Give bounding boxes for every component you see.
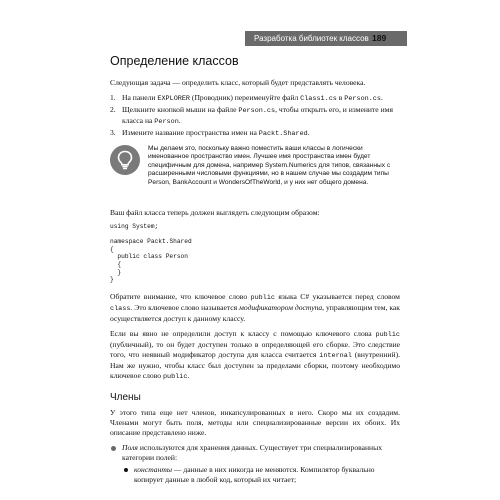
text-run: . Это ключевое слово называется bbox=[130, 302, 240, 312]
code-line: using System; bbox=[110, 223, 159, 230]
fields-description: используются для хранения данных. Существует три специализированных категории полей: bbox=[122, 442, 382, 462]
lightbulb-icon bbox=[110, 145, 140, 175]
section-title: Определение классов bbox=[110, 54, 239, 68]
tip-note bbox=[110, 145, 400, 199]
step-text: На панели bbox=[122, 93, 158, 102]
term-constants: константы bbox=[134, 464, 172, 474]
step-number: 1. bbox=[110, 93, 116, 102]
text-run: языка C# указывается перед словом bbox=[275, 291, 400, 301]
running-header-title: Разработка библиотек классов bbox=[254, 34, 369, 43]
members-intro: У этого типа еще нет членов, инкапсулированных в него. Скоро мы их создадим. Членами могут быть поля, методы или специализированные версии их обоих. Их описание представлено ниже. bbox=[110, 407, 400, 437]
text-run: , управляющим тем, как осуществляется доступ к данному классу. bbox=[110, 302, 400, 323]
steps-list bbox=[110, 93, 400, 139]
text-run: (внутренний). Нам же нужно, чтобы класс был доступен за пределами сборки, поэтому необходимо ключевое слово bbox=[110, 349, 400, 380]
code-line: namespace Packt.Shared bbox=[110, 238, 192, 246]
bullet-icon bbox=[111, 446, 116, 451]
text-run: . bbox=[187, 370, 190, 380]
code-term: internal bbox=[319, 351, 352, 360]
code-term: Person bbox=[154, 118, 179, 126]
bullet-icon bbox=[124, 468, 128, 472]
code-term: Packt.Shared bbox=[258, 130, 308, 138]
step-text: . bbox=[307, 128, 310, 137]
code-line: { bbox=[110, 260, 122, 268]
code-term: Person.cs bbox=[238, 107, 276, 115]
code-term: class bbox=[110, 304, 131, 313]
code-intro: Ваш файл класса теперь должен выглядеть следующим образом: bbox=[110, 208, 320, 217]
page-number: 189 bbox=[372, 33, 387, 43]
page-content bbox=[110, 54, 400, 485]
text-run: Обратите внимание, что ключевое слово bbox=[110, 291, 251, 301]
code-line: public class Person bbox=[110, 253, 188, 261]
step-text: . bbox=[178, 116, 181, 125]
code-term: public bbox=[375, 330, 400, 339]
step-text: (Проводник) переименуйте файл bbox=[190, 93, 301, 102]
code-term: public bbox=[250, 293, 275, 302]
list-item-fields bbox=[110, 443, 400, 485]
step-number: 3. bbox=[110, 128, 116, 137]
step-text: , чтобы открыть его, и измените имя класса на bbox=[122, 105, 393, 125]
tip-text: Мы делаем это, поскольку важно поместить ваши классы в логически именованное пространство имен. Лучшее имя пространства имен будет специфичным для домена, например System.Numerics для типов, связанных с расширенными числовыми функциями, но в нашем случае мы создадим типы Person, BankAccount и WondersOfTheWorld, и у них нет общего домена. bbox=[148, 145, 391, 186]
step-text: . bbox=[380, 93, 383, 102]
step-text: Щелкните кнопкой мыши на файле bbox=[122, 105, 239, 114]
members-title: Члены bbox=[110, 391, 141, 403]
step-item bbox=[110, 105, 400, 127]
code-term: public bbox=[162, 372, 188, 381]
code-term: Person.cs bbox=[344, 95, 381, 103]
emphasis-term: модификатором доступа bbox=[239, 302, 323, 312]
step-number: 2. bbox=[110, 105, 116, 114]
term-fields: Поля bbox=[122, 442, 138, 452]
constants-description: — данные в них никогда не меняются. Компилятор буквально копирует данные в любой код, который их читает; bbox=[134, 464, 375, 484]
list-item-constants bbox=[122, 465, 400, 485]
paragraph-access-modifier bbox=[110, 292, 400, 324]
text-run: Если вы явно не определили доступ к классу с помощью ключевого слова bbox=[110, 328, 376, 338]
section-intro: Следующая задача — определить класс, который будет представлять человека. bbox=[110, 78, 366, 87]
members-list bbox=[110, 443, 400, 485]
step-item bbox=[110, 128, 400, 139]
step-text: Измените название пространства имен на bbox=[122, 128, 259, 137]
code-line bbox=[110, 231, 400, 239]
code-listing bbox=[110, 223, 400, 284]
code-line: } bbox=[110, 276, 114, 284]
paragraph-internal bbox=[110, 329, 400, 382]
step-item bbox=[110, 93, 400, 104]
text-run: (публичный), то он будет доступен только в определяющей его сборке. Это следствие того, что неявный модификатор доступа для класса считается bbox=[110, 339, 400, 359]
fields-sublist bbox=[122, 465, 400, 485]
code-term: Class1.cs bbox=[300, 95, 337, 103]
code-line: } bbox=[110, 268, 122, 276]
code-line: { bbox=[110, 245, 114, 253]
step-text: в bbox=[336, 93, 345, 102]
code-term: EXPLORER bbox=[157, 95, 191, 103]
